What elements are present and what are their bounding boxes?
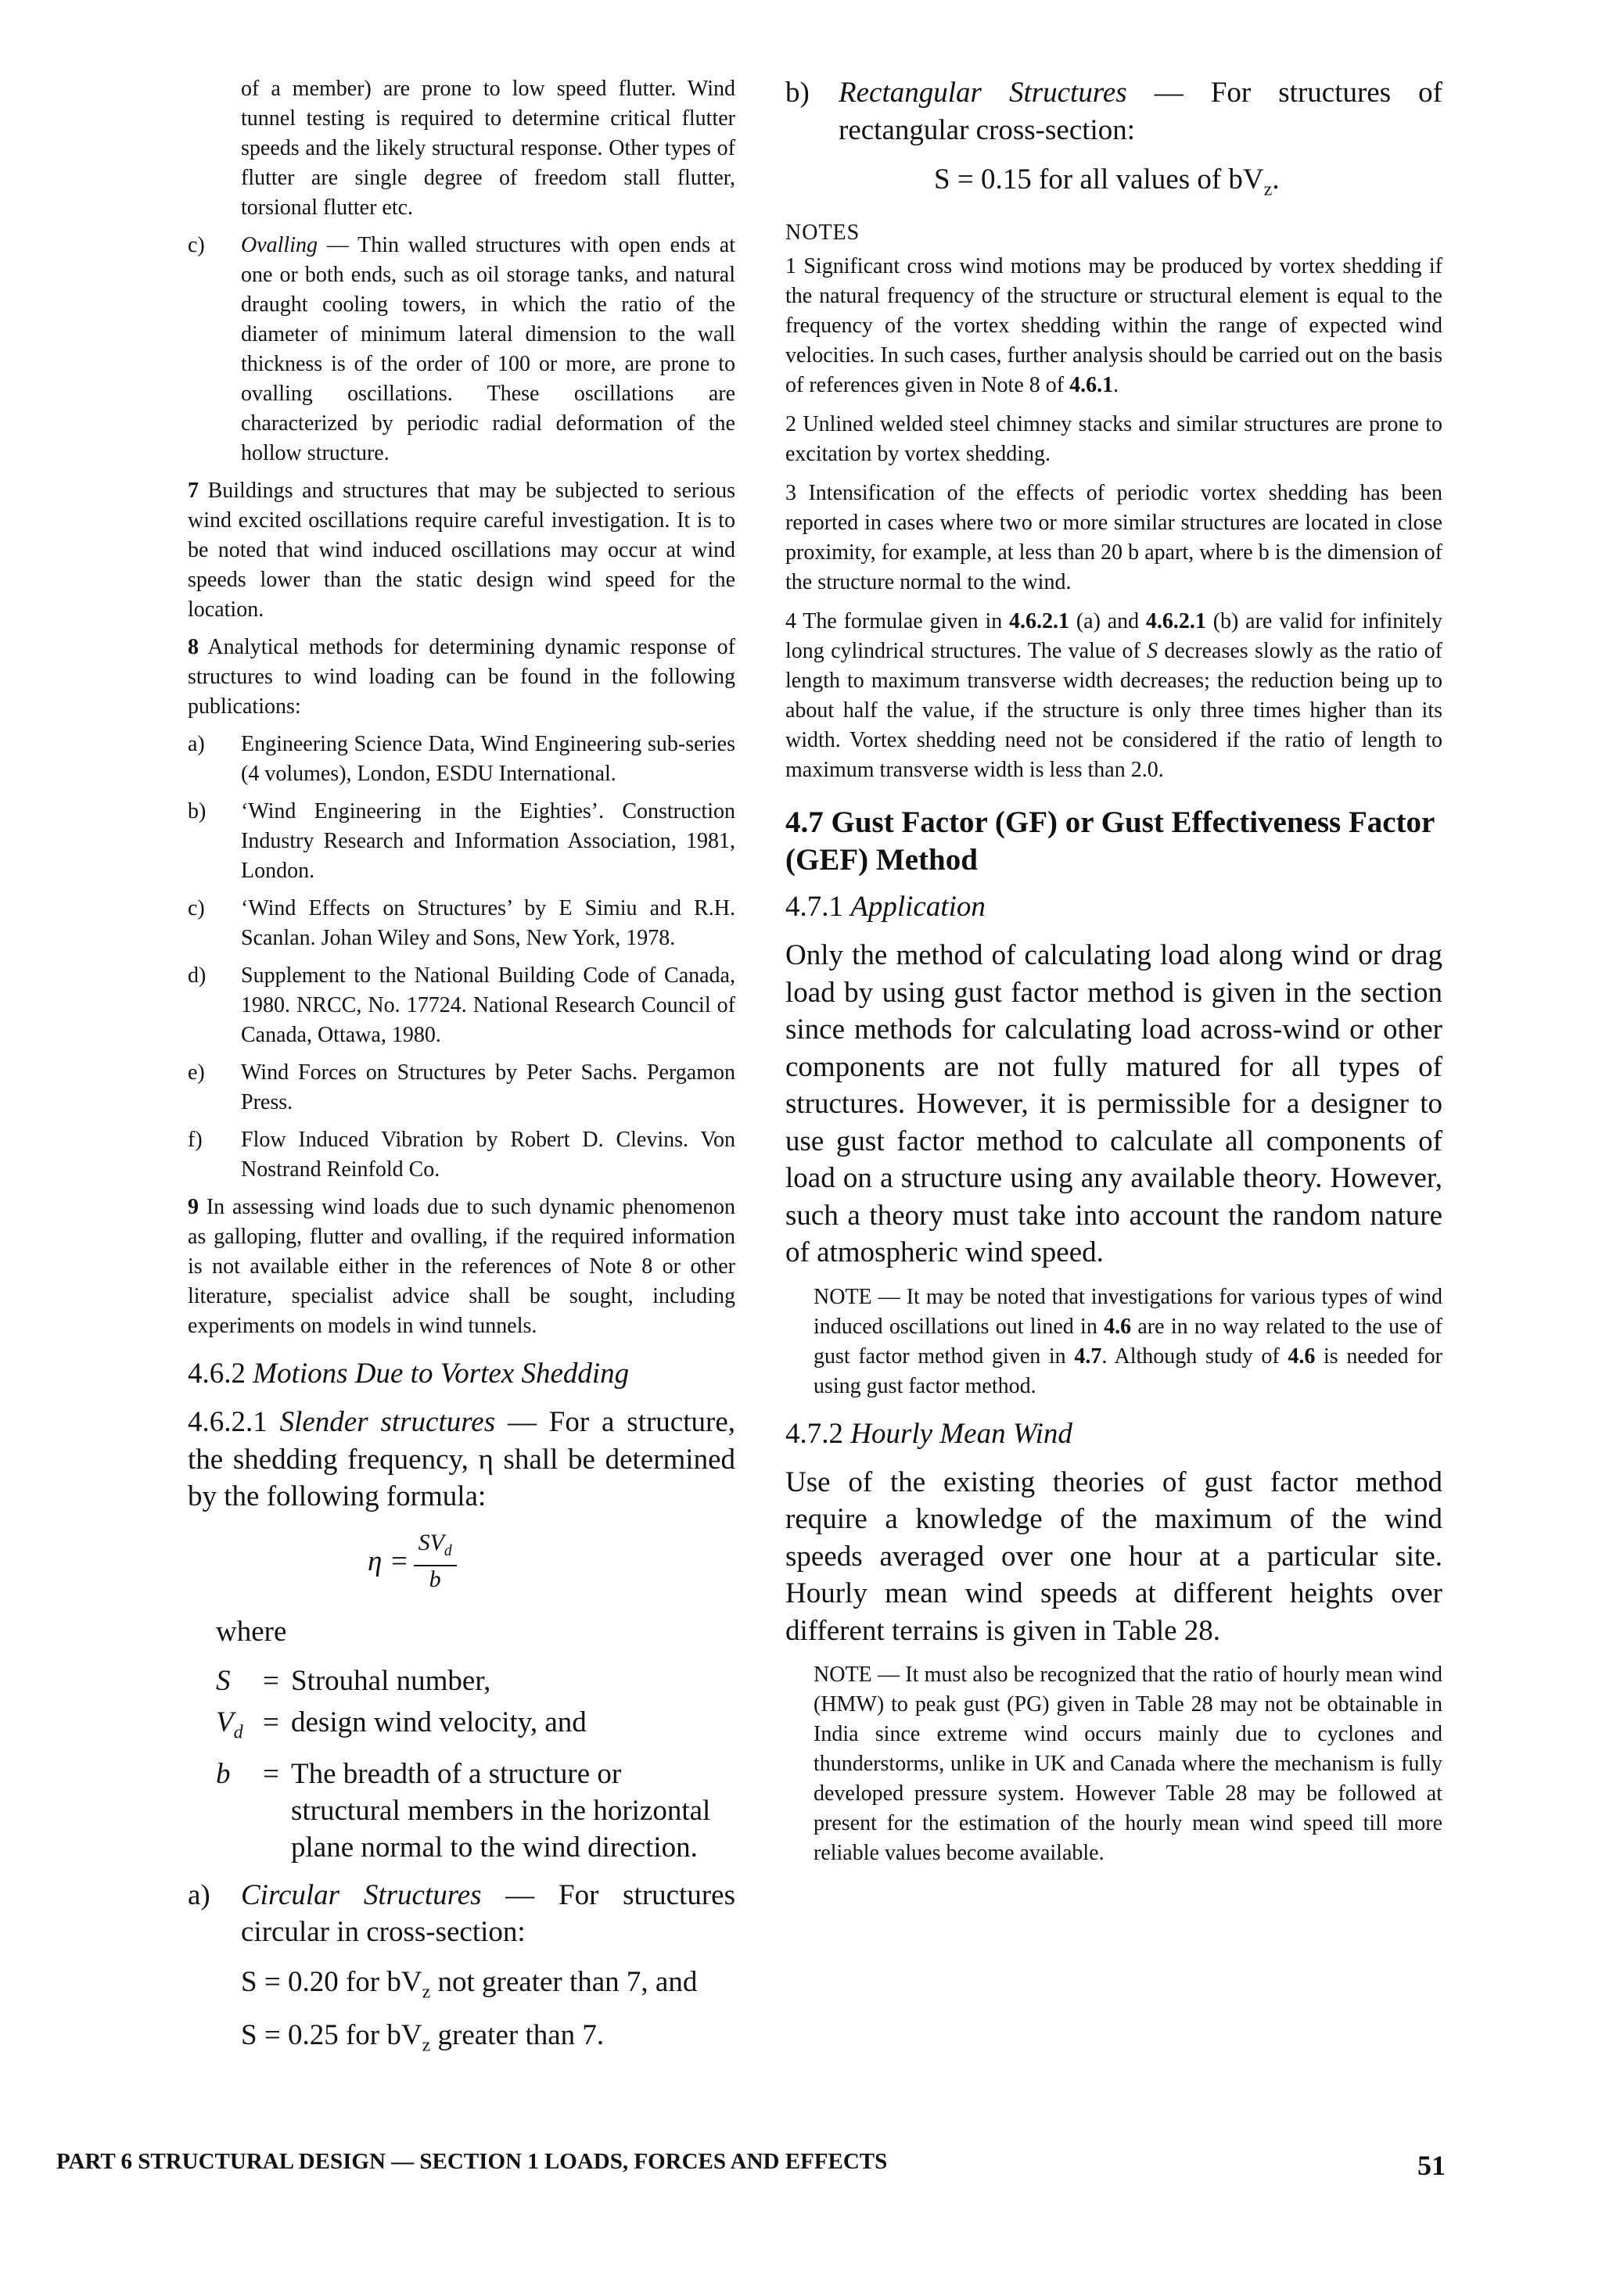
item-b-continued-text: of a member) are prone to low speed flutter. Wind tunnel testing is required to determine critical flutter speeds and the likely structural response. Other types of flutter are single degree of freedom stall flutter, torsional flutter etc.: [241, 77, 735, 220]
item-title: Rectangular Structures: [839, 77, 1127, 109]
reference-label: a): [188, 732, 205, 756]
note-text: (b) are valid for infinitely long cylindrical structures. The value of: [785, 609, 1442, 664]
note-text: Analytical methods for determining dynamic response of structures to wind loading can be found in the following publications:: [188, 635, 735, 719]
note-ref: 4.6.1: [1069, 373, 1114, 398]
symbol-definitions: [188, 1663, 735, 1866]
item-label: b): [785, 77, 810, 109]
section-number: 4.7.1: [785, 891, 843, 924]
numerator-text: SV: [418, 1529, 444, 1555]
note-text: The formulae given in: [796, 609, 1010, 634]
reference-label: f): [188, 1128, 203, 1152]
note-text: Unlined welded steel chimney stacks and similar structures are prone to excitation by vortex shedding.: [785, 412, 1442, 467]
definition-row: [216, 1704, 735, 1751]
note-ref: 4.7: [1074, 1344, 1102, 1369]
reference-text: ‘Wind Engineering in the Eighties’. Construction Industry Research and Information Association, 1981, London.: [241, 799, 735, 883]
item-title: Circular Structures: [241, 1878, 482, 1911]
symbol-subscript: d: [233, 1721, 243, 1742]
section-number: 4.6.2: [188, 1358, 246, 1390]
note-2: [785, 410, 1442, 469]
note-text: NOTE — It may be noted that investigations for various types of wind induced oscillations out lined in: [814, 1284, 1442, 1339]
definition-text: design wind velocity, and: [291, 1706, 587, 1738]
note-number: 1: [785, 254, 796, 279]
note-text: Significant cross wind motions may be produced by vortex shedding if the natural frequency of the structure or structural element is equal to the frequency of the vortex shedding within the range of expected wind velocities. In such cases, further analysis should be carried out on the basis of references given in Note 8 of: [785, 254, 1442, 398]
strouhal-equation-2: [241, 2015, 735, 2065]
formula-fraction: [414, 1530, 457, 1593]
reference-label: d): [188, 963, 207, 988]
symbol: [216, 1663, 263, 1699]
definition-row: [216, 1663, 735, 1699]
symbol-text: b: [216, 1757, 231, 1790]
item-title: Ovalling: [241, 233, 318, 257]
rectangular-structures-item: [785, 74, 1442, 149]
equation-subscript: z: [422, 1982, 431, 2003]
equation-subscript: z: [1263, 179, 1273, 200]
note-7: [188, 476, 735, 625]
oscillation-item-b-continued: [188, 74, 735, 223]
reference-item: [188, 1058, 735, 1118]
note-text: decreases slowly as the ratio of length to maximum transverse width decreases; the reduction being up to about half the value, if the structure is only three times higher than its width. Vortex shedding need not be considered if the ratio of length to maximum transverse width is less than 2.0.: [785, 639, 1442, 783]
section-heading-4-6-2: [188, 1355, 735, 1393]
note-ref: 4.6: [1288, 1344, 1316, 1369]
section-heading-4-7: 4.7 Gust Factor (GF) or Gust Effectiveness Factor (GEF) Method: [785, 805, 1435, 877]
item-text: — For structures circular in cross-section:: [241, 1878, 735, 1949]
section-title: Slender structures: [279, 1406, 496, 1438]
definition-text: The breadth of a structure or structural members in the horizontal plane normal to the wind direction.: [291, 1757, 711, 1864]
section-4-6-2-1: [188, 1404, 735, 1516]
note-number: 8: [188, 635, 199, 659]
equation-text: S = 0.15 for all values of bV: [934, 163, 1264, 196]
section-heading-4-7-2: [785, 1415, 1442, 1453]
note-number: 2: [785, 412, 796, 437]
item-label: a): [188, 1878, 210, 1911]
reference-item: [188, 961, 735, 1050]
equals-sign: =: [263, 1706, 279, 1738]
symbol-text: S: [216, 1664, 231, 1697]
reference-item: [188, 1125, 735, 1185]
definition-text: Strouhal number,: [291, 1664, 491, 1697]
symbol-text: V: [216, 1706, 234, 1738]
oscillation-item-c: [188, 231, 735, 468]
item-label: c): [188, 233, 205, 257]
equation-text: S = 0.20 for bV: [241, 1965, 422, 1998]
note-number: 4: [785, 609, 796, 634]
shedding-frequency-formula: [368, 1530, 735, 1593]
reference-text: Supplement to the National Building Code of Canada, 1980. NRCC, No. 17724. National Research Council of Canada, Ottawa, 1980.: [241, 963, 735, 1047]
section-text: — For a structure, the shedding frequency, η shall be determined by the following formula:: [188, 1406, 735, 1512]
note-number: 3: [785, 481, 796, 506]
reference-label: c): [188, 896, 205, 920]
definition-row: [216, 1756, 735, 1866]
section-title: Motions Due to Vortex Shedding: [253, 1358, 630, 1390]
left-column: [188, 74, 735, 2066]
section-4-7-1-note: [814, 1283, 1442, 1401]
section-4-7-2-text: Use of the existing theories of gust factor method require a knowledge of the maximum of the wind speeds averaged over one hour at a particular site. Hourly mean wind speeds at different heights over different terrains is given in Table 28.: [785, 1465, 1442, 1647]
symbol: [216, 1756, 263, 1866]
item-text: — Thin walled structures with open ends at one or both ends, such as oil storage tanks, and natural draught cooling towers, in which the ratio of the diameter of minimum lateral dimension to the wall thickness is of the order of 100 or more, are prone to ovalling oscillations. These oscillations are characterized by periodic radial deformation of the hollow structure.: [241, 233, 735, 465]
section-title: Hourly Mean Wind: [850, 1417, 1072, 1450]
notes-title: NOTES: [785, 221, 860, 246]
numerator-subscript: d: [444, 1542, 452, 1559]
note-text: . Although study of: [1101, 1344, 1288, 1369]
equation-subscript: z: [422, 2035, 431, 2056]
reference-text: Wind Forces on Structures by Peter Sachs. Pergamon Press.: [241, 1060, 735, 1114]
section-title: Application: [850, 891, 986, 924]
reference-item: [188, 797, 735, 886]
section-4-7-1-text: Only the method of calculating load along wind or drag load by using gust factor method is given in the section since methods for calculating load across-wind or other components are not fully matured for all types of structures. However, it is permissible for a designer to use gust factor method to calculate all components of load on a structure using any available theory. However, such a theory must take into account the random nature of atmospheric wind speed.: [785, 939, 1442, 1269]
equation-text: S = 0.25 for bV: [241, 2019, 422, 2052]
equation-tail: .: [1272, 163, 1280, 196]
note-number: 7: [188, 479, 199, 503]
note-text: In assessing wind loads due to such dynamic phenomenon as galloping, flutter and ovalling, if the required information is not available either in the references of Note 8 or other literature, specialist advice shall be sought, including experiments on models in wind tunnels.: [188, 1195, 735, 1338]
references-list: [188, 730, 735, 1185]
where-label: where: [216, 1615, 287, 1648]
note-ref: 4.6: [1104, 1314, 1132, 1339]
equation-tail: greater than 7.: [430, 2019, 605, 2052]
reference-label: b): [188, 799, 207, 823]
formula-numerator: [414, 1530, 457, 1566]
section-number: 4.7.2: [785, 1417, 843, 1450]
note-9: [188, 1193, 735, 1341]
note-1: [785, 252, 1442, 400]
reference-item: [188, 894, 735, 953]
note-ref: 4.6.2.1: [1145, 609, 1206, 634]
section-heading-4-7-1: [785, 888, 1442, 926]
note-text: (a) and: [1069, 609, 1146, 634]
note-number: 9: [188, 1195, 199, 1219]
note-ref: 4.6.2.1: [1009, 609, 1070, 634]
formula-denominator: b: [429, 1566, 441, 1592]
circular-structures-item: [188, 1877, 735, 1951]
note-text: are in no way related to the use of gust factor method given in: [814, 1314, 1442, 1369]
strouhal-equation-rect: [934, 160, 1442, 210]
symbol: [216, 1704, 263, 1751]
note-4: [785, 607, 1442, 785]
note-text: Buildings and structures that may be subjected to serious wind excited oscillations require careful investigation. It is to be noted that wind induced oscillations may occur at wind speeds lower than the static design wind speed for the location.: [188, 479, 735, 622]
note-text: Intensification of the effects of periodic vortex shedding has been reported in cases where two or more similar structures are located in close proximity, for example, at less than 20 b apart, where b is the dimension of the structure normal to the wind.: [785, 481, 1442, 595]
note-text: is needed for using gust factor method.: [814, 1344, 1443, 1398]
item-text: — For structures of rectangular cross-section:: [839, 77, 1442, 146]
note-8: [188, 633, 735, 722]
reference-item: [188, 730, 735, 789]
strouhal-equation-1: [241, 1962, 735, 2012]
equation-tail: not greater than 7, and: [430, 1965, 698, 1998]
reference-text: Engineering Science Data, Wind Engineering sub-series (4 volumes), London, ESDU International.: [241, 732, 735, 786]
note-3: [785, 479, 1442, 597]
footer-title: PART 6 STRUCTURAL DESIGN — SECTION 1 LOADS, FORCES AND EFFECTS: [56, 2149, 888, 2174]
section-number: 4.6.2.1: [188, 1406, 268, 1438]
reference-text: Flow Induced Vibration by Robert D. Clevins. Von Nostrand Reinfold Co.: [241, 1128, 735, 1182]
reference-text: ‘Wind Effects on Structures’ by E Simiu and R.H. Scanlan. Johan Wiley and Sons, New York, 1978.: [241, 896, 735, 950]
equals-sign: =: [263, 1757, 279, 1790]
section-4-7-2-note: NOTE — It must also be recognized that the ratio of hourly mean wind (HMW) to peak gust (PG) given in Table 28 may not be obtainable in India since extreme wind occurs mainly due to cyclones and thunderstorms, unlike in UK and Canada where the mechanism is fully developed pressure system. However Table 28 may be followed at present for the estimation of the hourly mean wind speed till more reliable values become available.: [814, 1663, 1442, 1866]
note-tail: .: [1113, 373, 1119, 398]
right-column: [785, 74, 1442, 1878]
reference-label: e): [188, 1060, 205, 1085]
note-symbol: S: [1147, 639, 1158, 664]
page-number: 51: [1417, 2150, 1446, 2181]
equals-sign: =: [263, 1664, 279, 1697]
formula-lhs: η =: [368, 1544, 409, 1577]
